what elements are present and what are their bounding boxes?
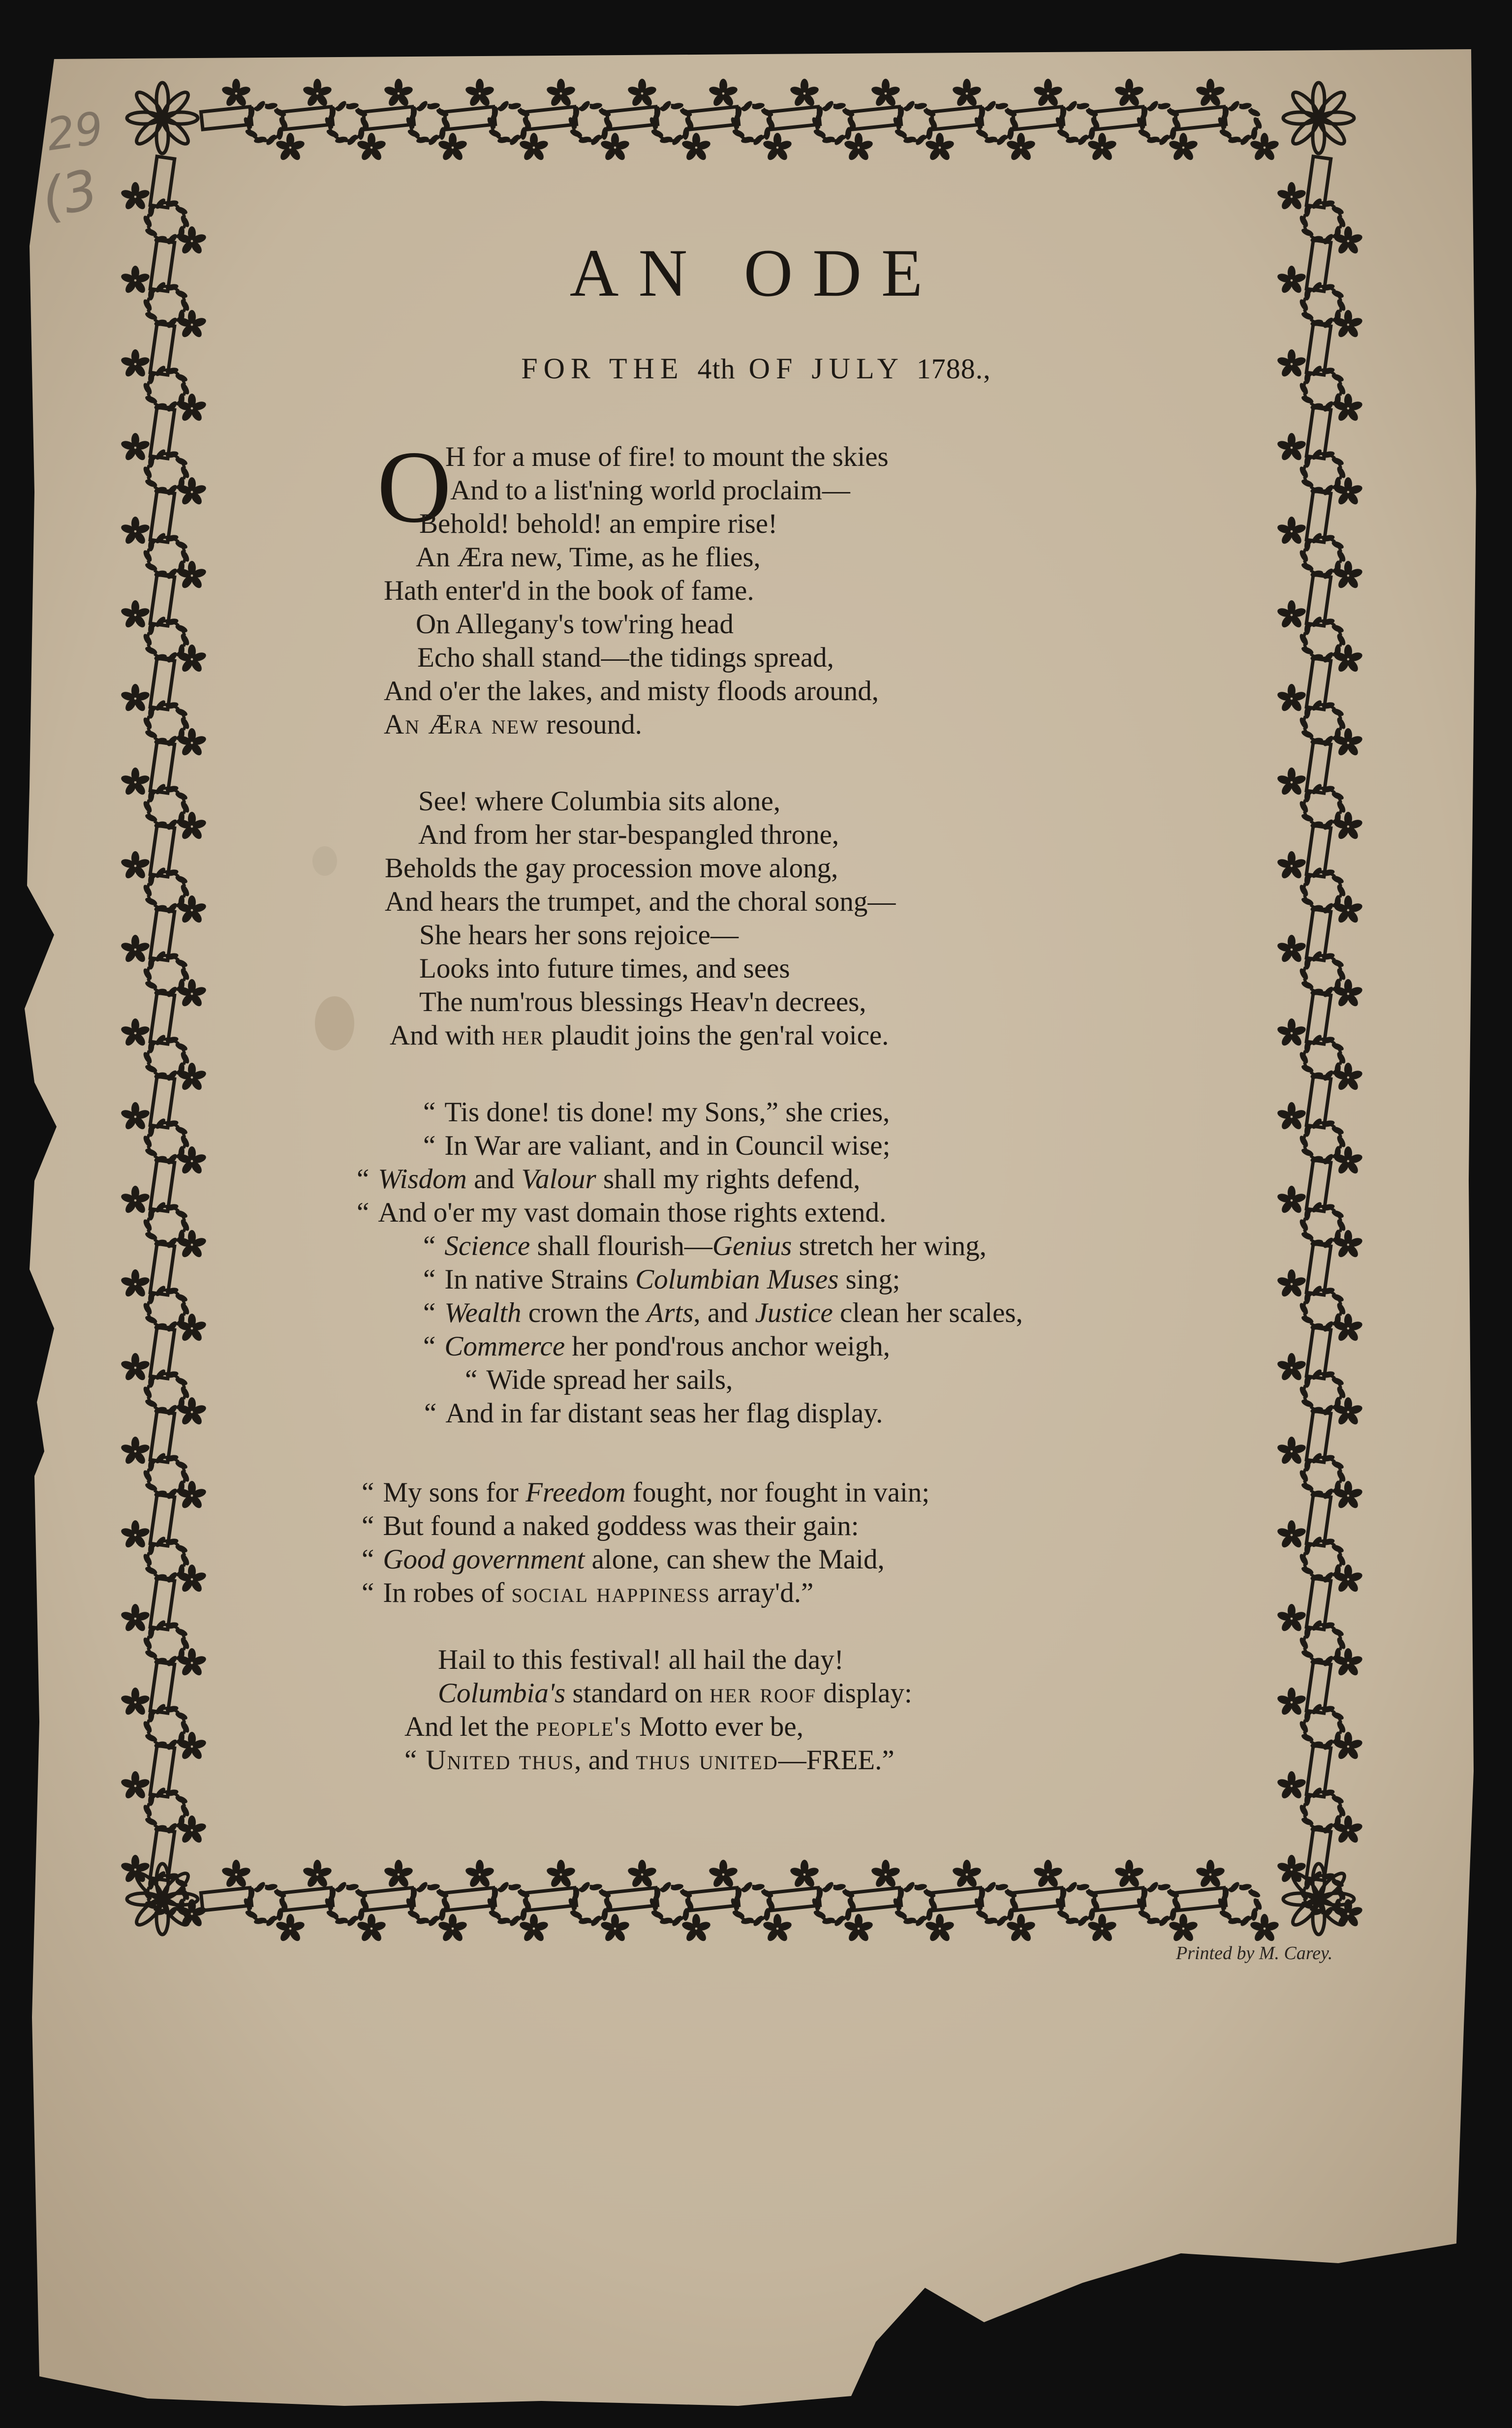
verse-text: Wide spread her sails, bbox=[486, 1364, 733, 1395]
verse-line bbox=[390, 1021, 889, 1049]
bottom-border-ribbon bbox=[1094, 1888, 1144, 1910]
subtitle-year: 1788., bbox=[916, 353, 991, 385]
bottom-border-ribbon bbox=[201, 1888, 251, 1910]
verse-text: In native Strains bbox=[444, 1264, 636, 1295]
verse-text: shall my rights defend, bbox=[596, 1164, 861, 1195]
wreath-leaf bbox=[416, 1880, 429, 1894]
bottom-border-ribbon bbox=[769, 1888, 820, 1910]
verse-line: And o'er the lakes, and misty floods around, bbox=[384, 676, 879, 707]
wreath-leaf bbox=[579, 1880, 591, 1894]
italic-text: Wealth bbox=[444, 1297, 522, 1328]
bottom-border-ribbon bbox=[688, 1888, 739, 1910]
top-border-ribbon bbox=[525, 107, 576, 129]
wreath-leaf bbox=[1147, 1880, 1160, 1894]
wreath-leaf bbox=[1247, 107, 1262, 118]
wreath-leaf bbox=[985, 1880, 997, 1894]
top-border-ribbon bbox=[1175, 107, 1226, 129]
corner-rosette-center bbox=[154, 1891, 170, 1907]
verse-line bbox=[438, 1679, 912, 1707]
quote-mark: “ bbox=[404, 1745, 417, 1776]
verse-line: Behold! behold! an empire rise! bbox=[419, 508, 778, 539]
verse-line bbox=[357, 1165, 860, 1193]
corner-rosette-center bbox=[1311, 1891, 1327, 1907]
quote-mark: “ bbox=[465, 1364, 478, 1395]
small-caps-text: thus united bbox=[636, 1745, 778, 1776]
verse-text: —FREE.” bbox=[778, 1745, 895, 1776]
wreath-leaf bbox=[497, 1880, 510, 1894]
bottom-border-ribbon bbox=[607, 1888, 657, 1910]
verse-line bbox=[362, 1579, 813, 1607]
verse-text: My sons for bbox=[383, 1477, 526, 1508]
top-border-ribbon bbox=[1094, 107, 1144, 129]
verse-text: standard on bbox=[565, 1678, 710, 1709]
small-caps-text: people's bbox=[536, 1711, 632, 1742]
quote-mark: “ bbox=[423, 1264, 436, 1295]
quote-mark: “ bbox=[424, 1398, 437, 1429]
italic-text: Wisdom bbox=[378, 1164, 467, 1195]
quote-mark: “ bbox=[423, 1230, 436, 1261]
bottom-border-ribbon bbox=[1175, 1888, 1226, 1910]
quote-mark: “ bbox=[357, 1197, 370, 1228]
verse-text: crown the bbox=[521, 1297, 647, 1328]
wreath-leaf bbox=[903, 1880, 916, 1894]
wreath-leaf bbox=[822, 1880, 835, 1894]
verse-text: sing; bbox=[838, 1264, 900, 1295]
small-caps-text: social happiness bbox=[511, 1577, 710, 1608]
verse-text: plaudit joins the gen'ral voice. bbox=[544, 1020, 889, 1051]
verse-line bbox=[362, 1545, 885, 1573]
pencil-mark: (3 bbox=[35, 157, 103, 231]
corner-rosette-center bbox=[154, 110, 170, 126]
verse-text: And with bbox=[390, 1020, 502, 1051]
quote-mark: “ bbox=[362, 1510, 374, 1541]
wreath-leaf bbox=[335, 99, 348, 113]
verse-line: And to a list'ning world proclaim— bbox=[450, 475, 850, 506]
top-border-ribbon bbox=[931, 107, 982, 129]
italic-text: Justice bbox=[755, 1297, 833, 1328]
wreath-leaf bbox=[254, 99, 267, 113]
verse-text: array'd.” bbox=[710, 1577, 814, 1608]
italic-text: Commerce bbox=[444, 1331, 565, 1362]
top-border-ribbon bbox=[201, 107, 251, 129]
pencil-mark: 29 bbox=[43, 102, 107, 161]
italic-text: Columbian Muses bbox=[635, 1264, 839, 1295]
wreath-leaf bbox=[741, 99, 754, 113]
small-caps-text: United thus bbox=[426, 1745, 575, 1776]
wreath-leaf bbox=[741, 1880, 754, 1894]
verse-line bbox=[404, 1713, 803, 1741]
verse-line bbox=[423, 1132, 890, 1160]
italic-text: Arts bbox=[647, 1297, 694, 1328]
verse-line bbox=[362, 1478, 929, 1506]
top-border-ribbon bbox=[363, 107, 414, 129]
bottom-border-ribbon bbox=[931, 1888, 982, 1910]
verse-text: In War are valiant, and in Council wise; bbox=[444, 1130, 891, 1161]
wreath-leaf bbox=[497, 99, 510, 113]
wreath-leaf bbox=[1228, 99, 1241, 113]
subtitle-rest: OF JULY bbox=[748, 352, 903, 385]
verse-line: Echo shall stand—the tidings spread, bbox=[417, 642, 834, 673]
subtitle-date: 4th bbox=[697, 353, 736, 385]
verse-line bbox=[465, 1366, 733, 1394]
verse-line: On Allegany's tow'ring head bbox=[416, 609, 734, 640]
italic-text: Genius bbox=[712, 1230, 792, 1261]
top-border-ribbon bbox=[1013, 107, 1063, 129]
subtitle-caps: FOR THE bbox=[521, 352, 684, 385]
small-caps-text: her bbox=[502, 1020, 544, 1051]
small-caps-text: her roof bbox=[710, 1678, 817, 1709]
printer-imprint: Printed by M. Carey. bbox=[1176, 1943, 1333, 1964]
wreath-leaf bbox=[1066, 1880, 1079, 1894]
italic-text: Valour bbox=[521, 1164, 596, 1195]
wreath-leaf bbox=[1147, 99, 1160, 113]
bottom-border-ribbon bbox=[444, 1888, 495, 1910]
verse-text: resound. bbox=[539, 709, 642, 740]
bottom-border-ribbon bbox=[363, 1888, 414, 1910]
verse-text: In robes of bbox=[383, 1577, 512, 1608]
verse-text: , and bbox=[693, 1297, 755, 1328]
bottom-border-ribbon bbox=[525, 1888, 576, 1910]
verse-text: alone, can shew the Maid, bbox=[585, 1544, 885, 1575]
wreath-leaf bbox=[335, 1880, 348, 1894]
verse-line: See! where Columbia sits alone, bbox=[418, 786, 781, 817]
verse-text: And o'er my vast domain those rights extend. bbox=[378, 1197, 887, 1228]
verse-line: And hears the trumpet, and the choral song— bbox=[385, 886, 896, 917]
verse-line bbox=[404, 1746, 895, 1774]
top-border-ribbon bbox=[282, 107, 333, 129]
verse-line bbox=[423, 1098, 890, 1126]
italic-text: Columbia's bbox=[438, 1678, 566, 1709]
quote-mark: “ bbox=[423, 1331, 436, 1362]
quote-mark: “ bbox=[362, 1544, 374, 1575]
wreath-leaf bbox=[1228, 1880, 1241, 1894]
verse-text: and bbox=[466, 1164, 522, 1195]
bottom-border-ribbon bbox=[282, 1888, 333, 1910]
quote-mark: “ bbox=[423, 1297, 436, 1328]
quote-mark: “ bbox=[357, 1164, 370, 1195]
top-border-ribbon bbox=[607, 107, 657, 129]
verse-text: fought, nor fought in vain; bbox=[625, 1477, 930, 1508]
italic-text: Science bbox=[444, 1230, 530, 1261]
verse-text: display: bbox=[816, 1678, 912, 1709]
verse-text: Motto ever be, bbox=[632, 1711, 803, 1742]
italic-text: Good government bbox=[383, 1544, 585, 1575]
wreath-leaf bbox=[903, 99, 916, 113]
verse-text: shall flourish— bbox=[530, 1230, 712, 1261]
verse-line bbox=[423, 1265, 900, 1293]
bottom-border-ribbon bbox=[850, 1888, 901, 1910]
quote-mark: “ bbox=[362, 1477, 374, 1508]
verse-text: Tis done! tis done! my Sons,” she cries, bbox=[444, 1097, 890, 1128]
verse-text: clean her scales, bbox=[833, 1297, 1023, 1328]
verse-line bbox=[357, 1199, 886, 1227]
verse-line: The num'rous blessings Heav'n decrees, bbox=[419, 986, 866, 1017]
top-border-ribbon bbox=[688, 107, 739, 129]
verse-line: H for a muse of fire! to mount the skies bbox=[445, 441, 889, 472]
verse-line: Beholds the gay procession move along, bbox=[385, 853, 838, 884]
verse-line: And from her star-bespangled throne, bbox=[418, 819, 839, 850]
quote-mark: “ bbox=[423, 1097, 436, 1128]
wreath-leaf bbox=[985, 99, 997, 113]
ode-title: AN ODE bbox=[569, 235, 943, 310]
verse-text: And in far distant seas her flag display. bbox=[445, 1398, 883, 1429]
verse-line bbox=[362, 1512, 859, 1540]
verse-text: And let the bbox=[404, 1711, 536, 1742]
wreath-leaf bbox=[1066, 99, 1079, 113]
drop-cap: O bbox=[377, 430, 452, 544]
top-border-ribbon bbox=[769, 107, 820, 129]
verse-line: An Æra new, Time, as he flies, bbox=[416, 542, 761, 573]
verse-line bbox=[384, 710, 642, 738]
verse-line bbox=[423, 1232, 987, 1260]
verse-text: But found a naked goddess was their gain: bbox=[383, 1510, 859, 1541]
verse-text: her pond'rous anchor weigh, bbox=[565, 1331, 890, 1362]
wreath-leaf bbox=[579, 99, 591, 113]
quote-mark: “ bbox=[423, 1130, 436, 1161]
wreath-leaf bbox=[1247, 1888, 1262, 1899]
wreath-leaf bbox=[660, 99, 673, 113]
verse-text: stretch her wing, bbox=[792, 1230, 987, 1261]
wreath-leaf bbox=[254, 1880, 267, 1894]
quote-mark: “ bbox=[362, 1577, 374, 1608]
verse-line: Hail to this festival! all hail the day! bbox=[438, 1644, 844, 1675]
corner-rosette-center bbox=[1311, 110, 1327, 126]
wreath-leaf bbox=[822, 99, 835, 113]
verse-line: She hears her sons rejoice— bbox=[419, 920, 739, 951]
small-caps-text: An Æra new bbox=[384, 709, 539, 740]
top-border-ribbon bbox=[444, 107, 495, 129]
top-border-ribbon bbox=[850, 107, 901, 129]
verse-line: Looks into future times, and sees bbox=[419, 953, 790, 984]
italic-text: Freedom bbox=[525, 1477, 626, 1508]
wreath-leaf bbox=[660, 1880, 673, 1894]
bottom-border-ribbon bbox=[1013, 1888, 1063, 1910]
verse-line bbox=[423, 1332, 890, 1360]
verse-text: , and bbox=[574, 1745, 636, 1776]
verse-line bbox=[423, 1299, 1023, 1327]
verse-line: Hath enter'd in the book of fame. bbox=[384, 575, 754, 606]
ode-subtitle bbox=[0, 352, 1512, 386]
verse-line bbox=[424, 1399, 883, 1427]
wreath-leaf bbox=[416, 99, 429, 113]
